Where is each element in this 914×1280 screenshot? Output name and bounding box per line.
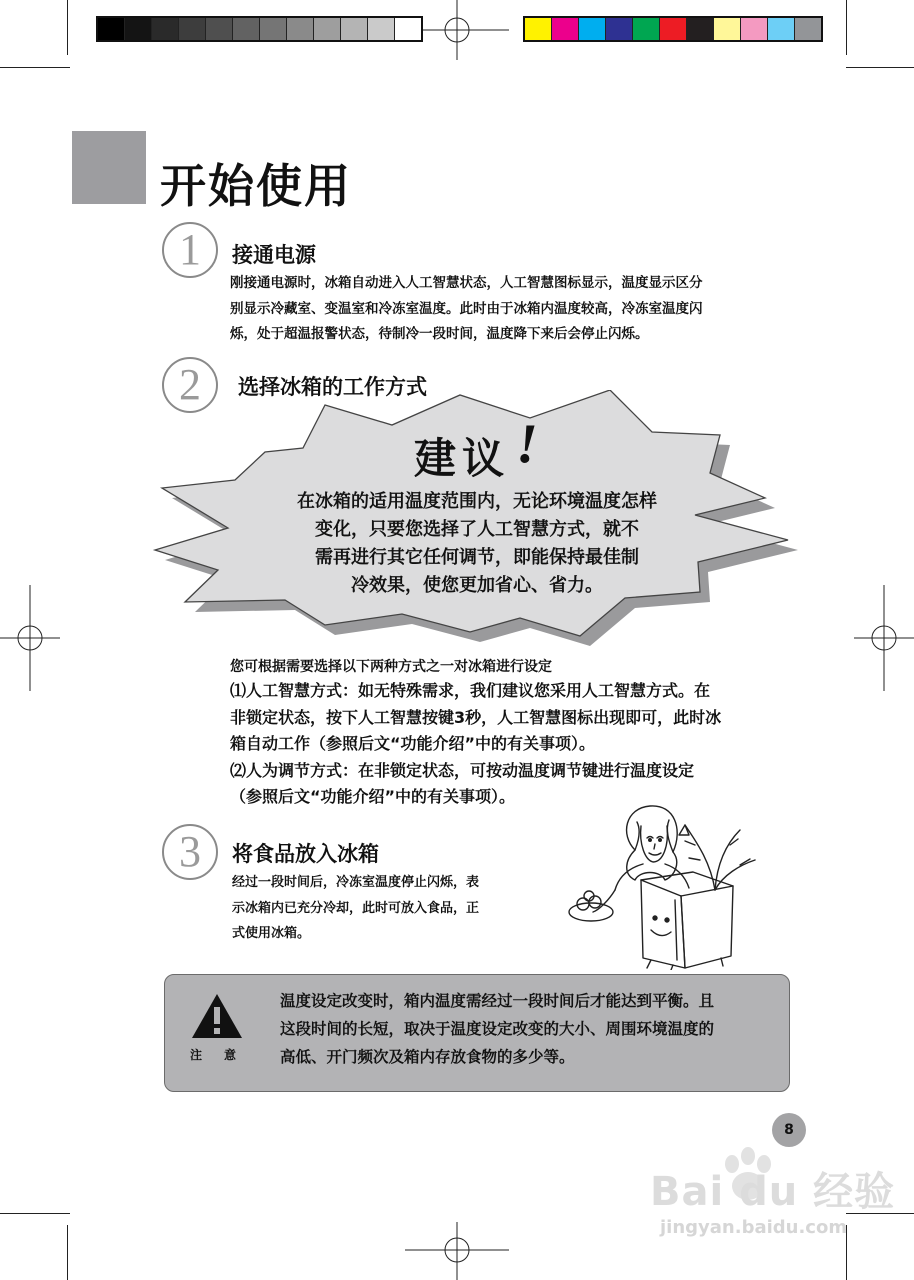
color-swatch xyxy=(579,18,606,40)
color-swatch xyxy=(714,18,741,40)
text-line: 刚接通电源时，冰箱自动进入人工智慧状态，人工智慧图标显示，温度显示区分 xyxy=(230,275,703,291)
color-calibration-bar xyxy=(523,16,823,42)
color-swatch xyxy=(795,18,821,40)
step-title: 接通电源 xyxy=(232,243,316,267)
crop-mark xyxy=(846,67,914,68)
text-line: 别显示冷藏室、变温室和冷冻室温度。此时由于冰箱内温度较高，冷冻室温度闪 xyxy=(230,300,703,317)
crop-mark xyxy=(67,1225,68,1280)
woman-fridge-illustration xyxy=(565,800,765,970)
step-number-circle: 1 xyxy=(162,222,218,278)
color-swatch xyxy=(606,18,633,40)
text-line: ⑵人为调节方式：在非锁定状态，可按动温度调节键进行温度设定 xyxy=(230,760,695,780)
advice-title: 建议 xyxy=(414,434,511,483)
text-line: 在冰箱的适用温度范围内，无论环境温度怎样 xyxy=(297,491,657,512)
color-swatch xyxy=(341,18,368,40)
color-swatch xyxy=(260,18,287,40)
color-swatch xyxy=(206,18,233,40)
text-line: 需再进行其它任何调节，即能保持最佳制 xyxy=(315,547,639,568)
text-line: 箱自动工作（参照后文“功能介绍”中的有关事项）。 xyxy=(230,734,596,753)
color-swatch xyxy=(552,18,579,40)
registration-mark-right xyxy=(854,585,914,691)
text-line: 式使用冰箱。 xyxy=(232,926,311,941)
notice-text xyxy=(280,987,785,1071)
watermark-brand: Bai du 经验 xyxy=(650,1169,896,1215)
step-number-circle: 3 xyxy=(162,824,218,880)
step-description xyxy=(230,271,790,348)
mode-intro: 您可根据需要选择以下两种方式之一对冰箱进行设定 xyxy=(230,659,552,675)
color-swatch xyxy=(287,18,314,40)
step-title: 选择冰箱的工作方式 xyxy=(238,375,427,399)
color-swatch xyxy=(395,18,421,40)
color-swatch xyxy=(233,18,260,40)
color-swatch xyxy=(687,18,714,40)
text-line: 变化，只要您选择了人工智慧方式，就不 xyxy=(315,519,639,540)
crop-mark xyxy=(0,67,70,68)
page-number: 8 xyxy=(772,1113,806,1147)
color-swatch xyxy=(314,18,341,40)
color-swatch xyxy=(368,18,395,40)
color-swatch xyxy=(179,18,206,40)
text-line: 非锁定状态，按下人工智慧按键3秒，人工智慧图标出现即可，此时冰 xyxy=(230,707,722,727)
color-swatch xyxy=(660,18,687,40)
color-swatch xyxy=(768,18,795,40)
text-line: 烁，处于超温报警状态，待制冷一段时间，温度降下来后会停止闪烁。 xyxy=(230,326,649,342)
crop-mark xyxy=(67,0,68,55)
mode-description xyxy=(230,656,790,811)
text-line: ⑴人工智慧方式：如无特殊需求，我们建议您采用人工智慧方式。在 xyxy=(230,681,711,700)
text-line: 经过一段时间后，冷冻室温度停止闪烁，表 xyxy=(232,875,480,890)
step-title: 将食品放入冰箱 xyxy=(232,842,379,866)
warning-triangle-icon xyxy=(190,992,244,1040)
watermark-url: jingyan.baidu.com xyxy=(660,1217,848,1238)
advice-text xyxy=(262,488,692,600)
text-line: （参照后文“功能介绍”中的有关事项）。 xyxy=(230,787,516,806)
color-swatch xyxy=(98,18,125,40)
registration-mark-bottom xyxy=(405,1222,509,1280)
text-line: 冷效果，使您更加省心、省力。 xyxy=(351,575,603,596)
text-line: 这段时间的长短，取决于温度设定改变的大小、周围环境温度的 xyxy=(280,1020,715,1038)
notice-label: 注意 xyxy=(190,1048,259,1062)
crop-mark xyxy=(846,0,847,55)
title-marker-block xyxy=(72,131,146,204)
color-swatch xyxy=(525,18,552,40)
text-line: 高低、开门频次及箱内存放食物的多少等。 xyxy=(280,1048,575,1066)
text-line: 示冰箱内已充分冷却，此时可放入食品，正 xyxy=(232,900,480,916)
text-line: 温度设定改变时，箱内温度需经过一段时间后才能达到平衡。且 xyxy=(280,992,715,1010)
color-swatch xyxy=(741,18,768,40)
color-swatch xyxy=(125,18,152,40)
exclamation-mark: ! xyxy=(516,413,538,475)
grayscale-calibration-bar xyxy=(96,16,423,42)
registration-mark-left xyxy=(0,585,60,691)
page-title: 开始使用 xyxy=(160,159,352,213)
step-number-circle: 2 xyxy=(162,357,218,413)
color-swatch xyxy=(633,18,660,40)
step-description xyxy=(232,870,552,947)
crop-mark xyxy=(0,1213,70,1214)
color-swatch xyxy=(152,18,179,40)
